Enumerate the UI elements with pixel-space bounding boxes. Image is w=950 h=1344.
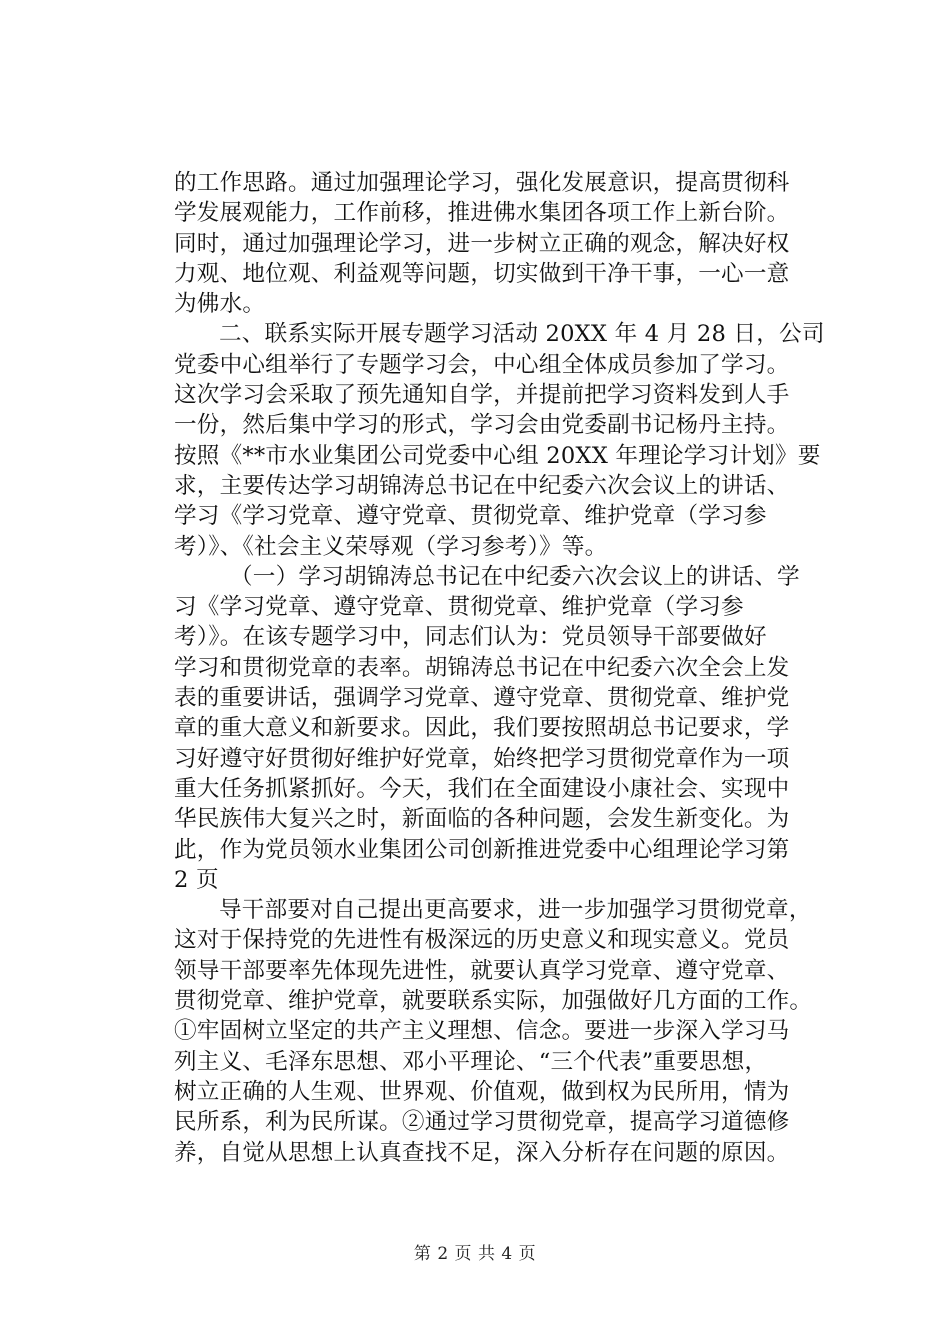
paragraph-start-line: 二、联系实际开展专题学习活动 20XX 年 4 月 28 日，公司 (219, 321, 825, 348)
text-line: 求，主要传达学习胡锦涛总书记在中纪委六次会议上的讲话、 (174, 472, 790, 499)
text-line: 这次学习会采取了预先通知自学，并提前把学习资料发到人手 (174, 382, 790, 409)
page-footer: 第 2 页 共 4 页 (413, 1244, 537, 1264)
text-line: 力观、地位观、利益观等问题，切实做到干净干事，一心一意 (174, 260, 790, 287)
text-line: 树立正确的人生观、世界观、价值观，做到权为民所用，情为 (174, 1078, 790, 1105)
text-line: 党委中心组举行了专题学习会，中心组全体成员参加了学习。 (174, 351, 790, 378)
text-line: 学习《学习党章、遵守党章、贯彻党章、维护党章（学习参 (174, 503, 767, 530)
text-line: ①牢固树立坚定的共产主义理想、信念。要进一步深入学习马 (174, 1018, 790, 1045)
text-line: 按照《**市水业集团公司党委中心组 20XX 年理论学习计划》要 (174, 442, 821, 469)
paragraph-start-line: 导干部要对自己提出更高要求，进一步加强学习贯彻党章， (219, 897, 812, 924)
text-line: 学发展观能力，工作前移，推进佛水集团各项工作上新台阶。 (174, 200, 790, 227)
text-line: 养，自觉从思想上认真查找不足，深入分析存在问题的原因。 (174, 1139, 790, 1166)
text-line: 学习和贯彻党章的表率。胡锦涛总书记在中纪委六次全会上发 (174, 654, 790, 681)
text-line: 此，作为党员领水业集团公司创新推进党委中心组理论学习第 (174, 836, 790, 863)
text-line: 华民族伟大复兴之时，新面临的各种问题，会发生新变化。为 (174, 806, 790, 833)
text-line: 领导干部要率先体现先进性，就要认真学习党章、遵守党章、 (174, 957, 790, 984)
text-line: 一份，然后集中学习的形式，学习会由党委副书记杨丹主持。 (174, 412, 790, 439)
text-line: 这对于保持党的先进性有极深远的历史意义和现实意义。党员 (174, 927, 790, 954)
text-line: 考）》。在该专题学习中，同志们认为：党员领导干部要做好 (174, 624, 767, 651)
text-line: 列主义、毛泽东思想、邓小平理论、“三个代表”重要思想， (174, 1048, 768, 1075)
inline-page-marker: 2 页 (174, 866, 219, 893)
text-line: 民所系，利为民所谋。②通过学习贯彻党章，提高学习道德修 (174, 1109, 790, 1136)
text-line: 习好遵守好贯彻好维护好党章，始终把学习贯彻党章作为一项 (174, 745, 790, 772)
text-line: 章的重大意义和新要求。因此，我们要按照胡总书记要求，学 (174, 715, 790, 742)
text-line: 同时，通过加强理论学习，进一步树立正确的观念，解决好权 (174, 230, 790, 257)
document-body (174, 168, 825, 1168)
text-line: 的工作思路。通过加强理论学习，强化发展意识，提高贯彻科 (174, 170, 790, 196)
text-line: 重大任务抓紧抓好。今天，我们在全面建设小康社会、实现中 (174, 775, 790, 802)
text-line: 贯彻党章、维护党章，就要联系实际，加强做好几方面的工作。 (174, 988, 813, 1015)
text-line: 为佛水。 (174, 291, 266, 318)
text-line: 习《学习党章、遵守党章、贯彻党章、维护党章（学习参 (174, 594, 744, 621)
text-line: 考）》、《社会主义荣辱观（学习参考）》等。 (174, 533, 608, 560)
text-line: 表的重要讲话，强调学习党章、遵守党章、贯彻党章、维护党 (174, 685, 790, 712)
paragraph-start-line: （一）学习胡锦涛总书记在中纪委六次会议上的讲话、学 (230, 563, 800, 590)
